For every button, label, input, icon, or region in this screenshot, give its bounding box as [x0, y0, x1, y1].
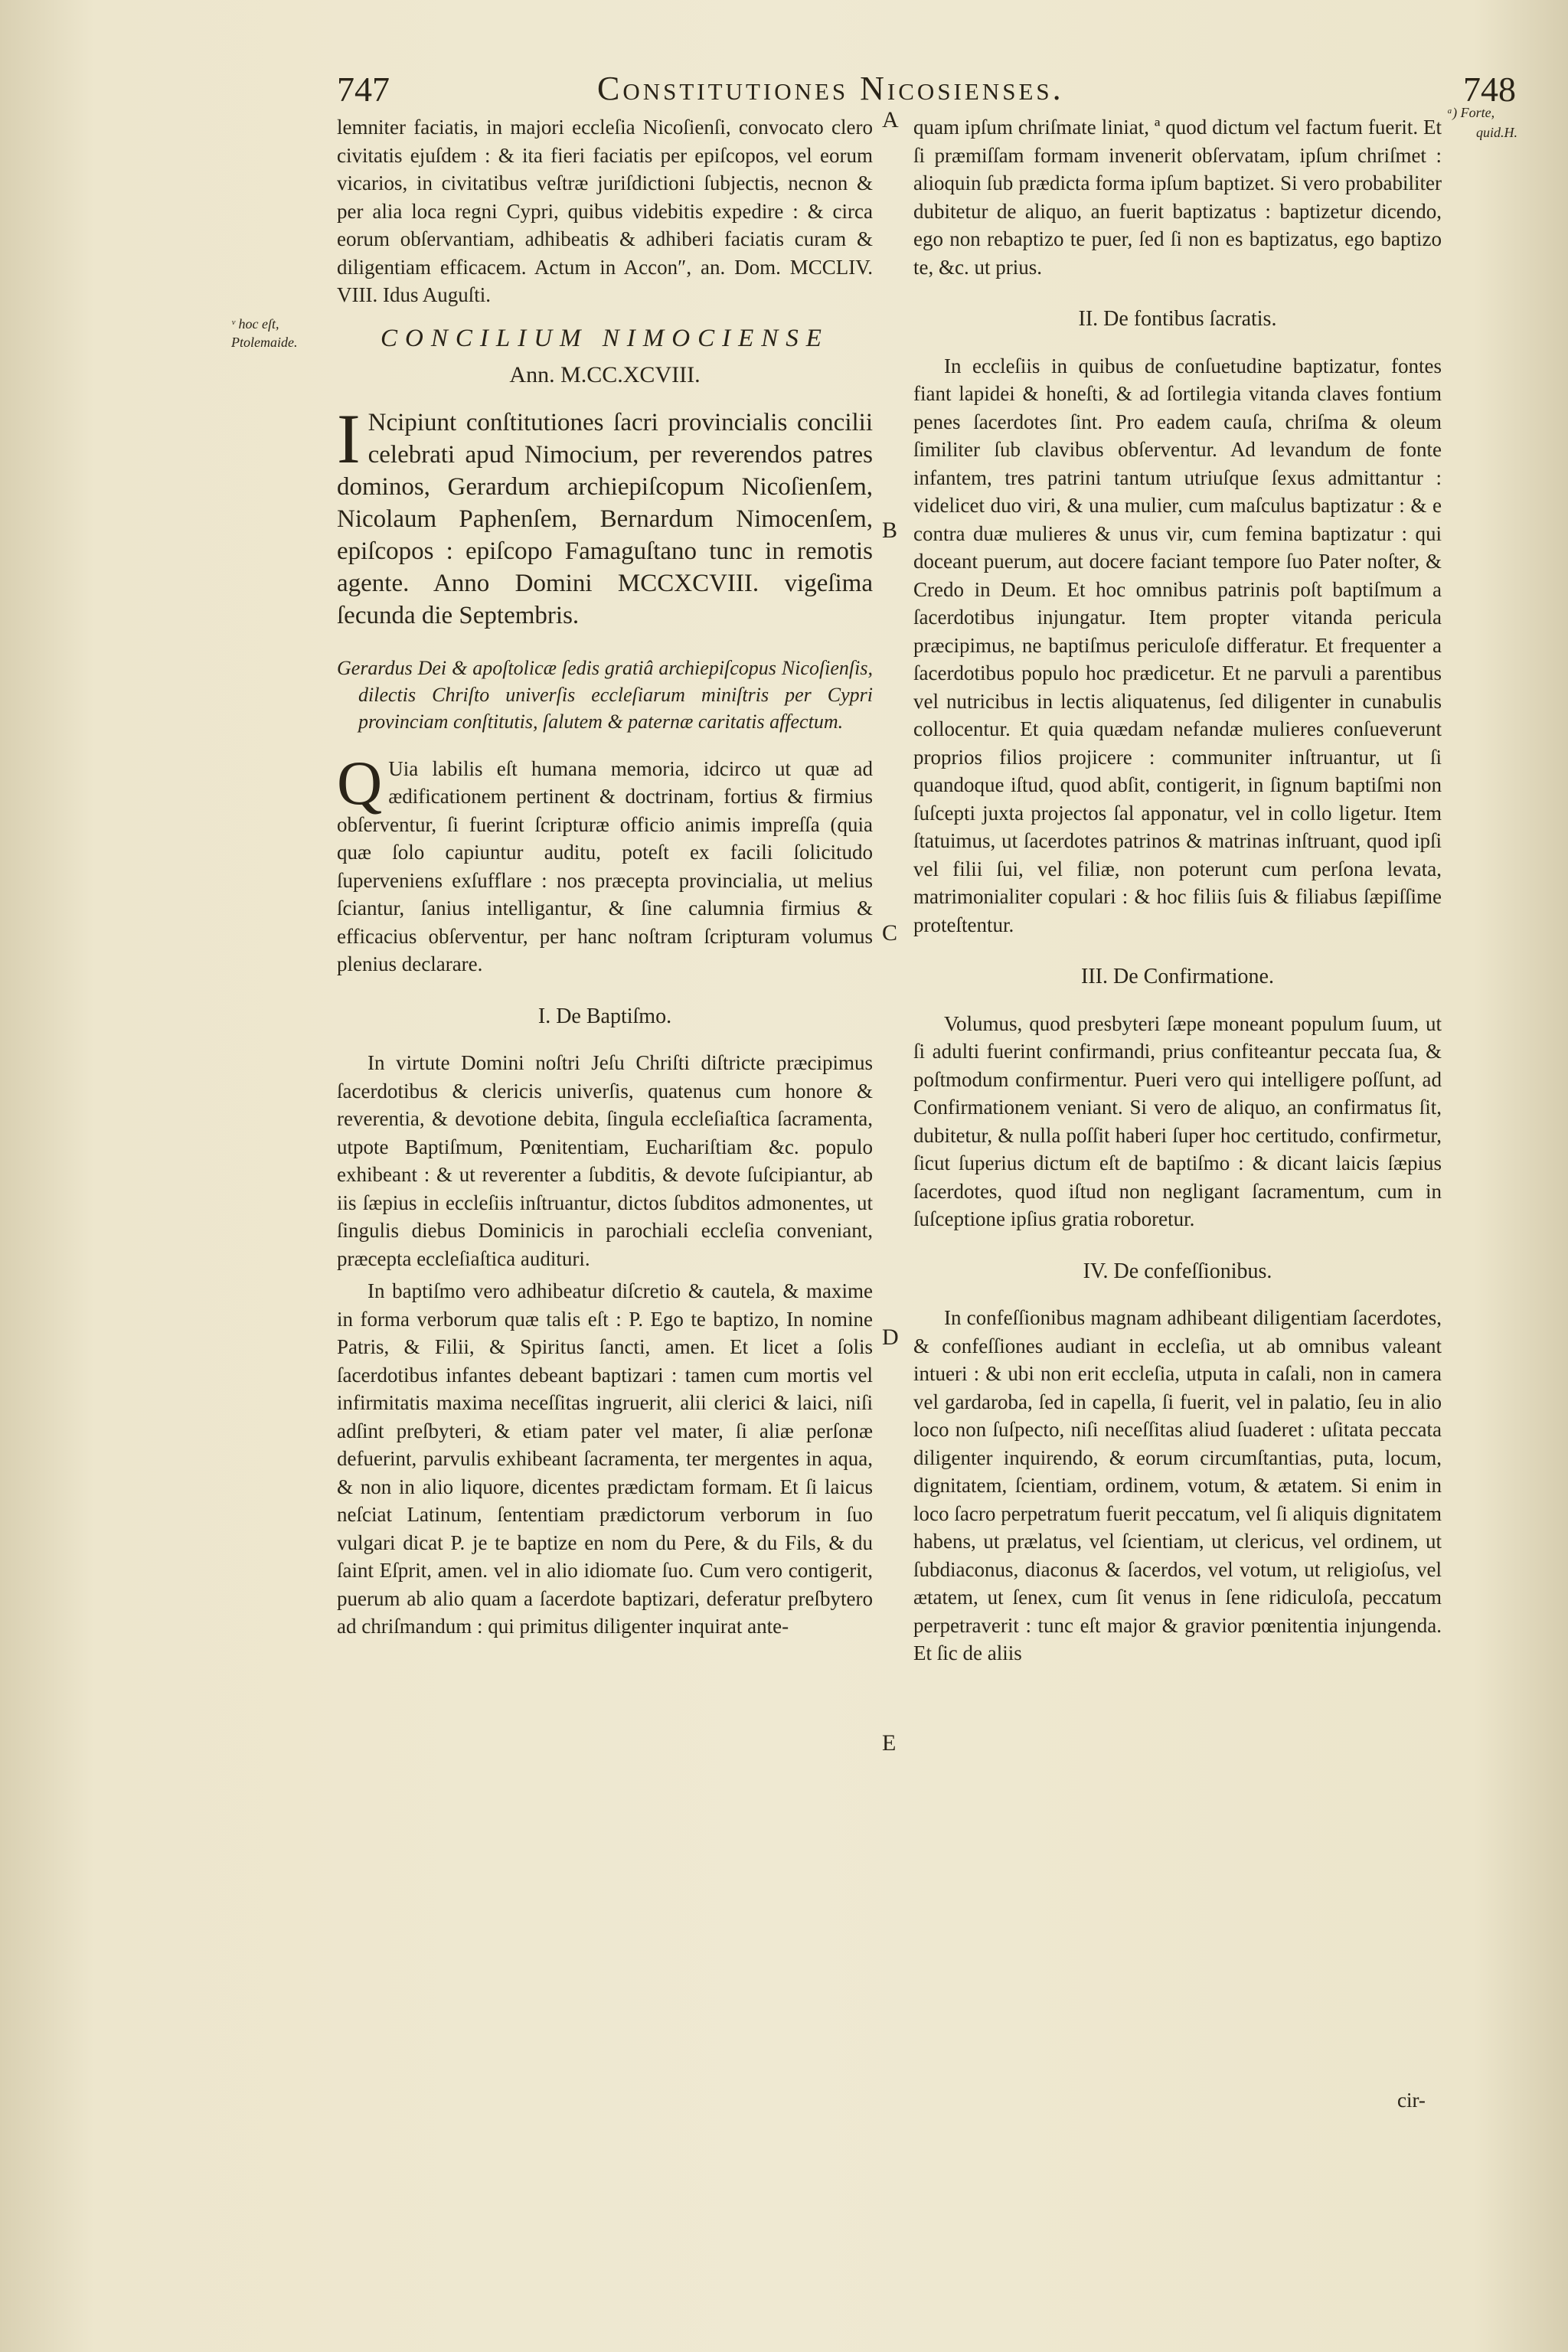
- council-title: CONCILIUM NIMOCIENSE: [381, 324, 829, 352]
- right-opening-paragraph: quam ipſum chriſmate liniat, ª quod dictum vel factum fuerit. Et ſi præmiſſam formam invenerit obſervatam, ipſum chriſmet : alioquin ſub prædicta forma ipſum baptizet. Si vero probabiliter dubitetur de aliquo, an fuerit baptizatus : baptizetur dicendo, ego non rebaptizo te puer, ſed ſi non es baptizatus, ego baptizo te, &c. ut prius.: [913, 116, 1442, 279]
- page-number-left: 747: [337, 70, 390, 109]
- catchword: cir-: [1397, 2089, 1426, 2112]
- section-heading-baptism: I. De Baptiſmo.: [537, 1004, 672, 1028]
- right-column: [913, 113, 1442, 1672]
- left-opening-paragraph: lemniter faciatis, in majori eccleſia Nicoſienſi, convocato clero civitatis ejuſdem : & ita fieri faciatis per epiſcopos, vel eorum vicarios, in civitatibus veſtræ juriſdictioni ſubjectis, necnon & per alia loca regni Cypri, quibus videbitis expedire : & circa eorum obſervantiam, adhibeatis & adhiberi faciatis curam & diligentiam efficacem. Actum in Accon″, an. Dom. MCCLIV. VIII. Idus Auguſti.: [337, 116, 873, 306]
- margin-note-right-1: ᵃ) Forte,: [1447, 105, 1495, 120]
- section-heading-fonts: II. De fontibus ſacratis.: [1078, 307, 1277, 331]
- running-header: [337, 64, 1516, 110]
- preface-text: Uia labilis eſt humana memoria, idcirco ut quæ ad ædificationem pertinent & doctrinam, fortius & firmius obſerventur, ſi fuerint ſcripturæ officio animis impreſſa (quia quæ ſolo capiuntur auditu, poteſt ex facili ſolicitudo ſuperveniens exſufflare : nos præcepta provincialia, ut melius ſciantur, ſanius intelligantur, & ſine calumnia firmius & efficacius obſerventur, per hanc noſtram ſcripturam volumus plenius declarare.: [337, 756, 873, 975]
- preface-paragraph: [337, 747, 873, 978]
- margin-letter-d: D: [882, 1325, 899, 1350]
- drop-cap-q: Q: [337, 747, 383, 818]
- archbishop-address: Gerardus Dei & apoſtolicæ ſedis gratiâ archiepiſcopus Nicoſienſis, dilectis Chriſto univerſis eccleſiarum miniſtris per Cypri provinciam conſtitutis, ſalutem & paternæ caritatis affectum.: [337, 656, 873, 733]
- left-column: [337, 113, 873, 1645]
- confirmation-paragraph: Volumus, quod presbyteri ſæpe moneant populum ſuum, ut ſi adulti fuerint confirmandi, prius confiteantur peccata ſua, & poſtmodum confirmentur. Pueri vero qui intelligere poſſunt, ad Confirmationem veniant. Si vero de aliquo, an confirmatus ſit, dubitetur, & nulla poſſit haberi ſuper hoc certitudo, confirmetur, ſicut ſuperius dictum eſt de baptiſmo : & dicant laicis ſæpius ſacerdotes, quod iſtud non negligant ſacramentum, cum in ſuſceptione ipſius gratia roboretur.: [913, 1011, 1442, 1230]
- margin-note-left-2: Ptolemaide.: [231, 335, 298, 350]
- margin-note-left-1: ᵛ hoc eſt,: [231, 316, 279, 332]
- margin-letter-c: C: [882, 920, 898, 946]
- margin-letter-a: A: [882, 107, 899, 132]
- fonts-paragraph: In eccleſiis in quibus de conſuetudine baptizatur, fontes fiant lapidei & honeſti, & ad ſortilegia vitanda claves fontium penes ſacerdotes ſint. Pro eadem cauſa, chriſma & oleum ſimiliter ſub clavibus obſerventur. Ad levandum de fonte infantem, tres patrini tantum utriuſque ſexus admittantur : videlicet duo viri, & una mulier, cum maſculus baptizatur : & e contra duæ mulieres & unus vir, cum femina baptizatur : qui doceant puerum, aut docere faciant tempore ſuo Pater noſter, & Credo in Deum. Et hoc omnibus patrinis poſt baptiſmum a ſacerdotibus injungatur. Item propter vitanda pericula præcipimus, ne baptiſmus periculoſe differatur. Et frequenter a ſacerdotibus populo hoc prædicetur. Et ne parvuli a parentibus vel nutricibus in lectis aliquatenus, ſed diligenter in cunabulis collocentur. Et quia quædam nefandæ mulieres conſueverunt proprios filios projicere : communiter inſtruantur, ut ſi quandoque iſtud, quod abſit, contigerit, in ſignum baptiſmi non ſuſcepti juxta projectos ſal apponatur, vel in collo ligetur. Item ſtatuimus, ut ſacerdotes patrinos & matrinas inſtruant, quod ipſi vel filii ſui, vel filiæ, non poterunt cum perſona levata, matrimonialiter copulari : & hoc filiis ſuis & filiabus ſæpiſſime proteſtentur.: [913, 354, 1442, 936]
- baptism-paragraph-2: In baptiſmo vero adhibeatur diſcretio & cautela, & maxime in forma verborum quæ talis eſt : P. Ego te baptizo, In nomine Patris, & Filii, & Spiritus ſancti, amen. Et licet a ſolis ſacerdotibus infantes debeant baptizari : tamen cum mortis vel infirmitatis maxima neceſſitas ingruerit, alii clerici & laici, niſi adſint preſbyteri, & etiam pater vel mater, ſi aliæ perſonæ defuerint, parvulis exhibeant ſacramenta, ter mergentes in aqua, & non in alio liquore, dicentes prædictam formam. Et ſi laicus neſciat Latinum, ſententiam prædictorum verborum in ſuo vulgari dicat P. je te baptize en nom du Pere, & du Fils, & du ſaint Eſprit, amen. vel in alio idiomate ſuo. Cum vero contigerit, puerum ab alio quam a ſacerdote baptizari, deferatur preſbytero ad chriſmandum : qui primitus diligenter inquirat ante-: [337, 1279, 873, 1638]
- margin-note-right-2: quid.H.: [1476, 125, 1517, 140]
- baptism-paragraph-1: In virtute Domini noſtri Jeſu Chriſti diſtricte præcipimus ſacerdotibus & clericis univerſis, quatenus cum honore & reverentia, & devotione debita, ſingula eccleſiaſtica ſacramenta, utpote Baptiſmum, Pœnitentiam, Euchariſtiam &c. populo exhibeant : & ut reverenter a ſubditis, & devote ſuſcipiantur, ab iis ſæpius in eccleſiis inſtruantur, dictos ſubditos admonentes, ut ſingulis diebus Dominicis in parochiali eccleſia conveniant, præcepta eccleſiaſtica audituri.: [337, 1051, 873, 1270]
- section-heading-confirmation: III. De Confirmatione.: [1081, 965, 1274, 988]
- council-year: Ann. M.CC.XCVIII.: [509, 362, 701, 387]
- council-intro: [337, 399, 873, 632]
- confessions-paragraph: In confeſſionibus magnam adhibeant diligentiam ſacerdotes, & confeſſiones audiant in eccleſia, ut ab omnibus valeant intueri : & ubi non erit eccleſia, utputa in caſali, non in camera vel gardaroba, ſed in capella, ſi fuerit, vel in palatio, ſeu in alio loco non ſuſpecto, niſi neceſſitas aliud ſuaderet : uſitata peccata diligenter inquirendo, & eorum circumſtantias, puta, locum, dignitatem, ſcientiam, ordinem, votum, & ætatem. Si enim in loco ſacro perpetratum fuerit peccatum, vel ſi aliquis dignitatem habens, ut prælatus, vel ſcientiam, ut clericus, vel ordinem, ut ſubdiaconus, diaconus & ſacerdos, vel votum, ut religioſus, vel ætatem, ut ſenex, cum ſit venus in ſene ridiculoſa, peccatum perpetraverit : tunc eſt major & gravior pœnitentia injungenda. Et ſic de aliis: [913, 1306, 1442, 1664]
- council-intro-text: Ncipiunt conſtitutiones ſacri provincialis concilii celebrati apud Nimocium, per reverendos patres dominos, Gerardum archiepiſcopum Nicoſienſem, Nicolaum Paphenſem, Bernardum Nimocenſem, epiſcopos : epiſcopo Famaguſtano tunc in remotis agente. Anno Domini MCCXCVIII. vigeſima ſecunda die Septembris.: [337, 408, 873, 629]
- running-title: Constitutiones Nicosienses.: [597, 70, 1064, 107]
- page-number-right: 748: [1463, 70, 1516, 109]
- margin-letter-e: E: [882, 1730, 897, 1756]
- margin-letter-b: B: [882, 518, 898, 543]
- section-heading-confessions: IV. De confeſſionibus.: [1083, 1259, 1272, 1283]
- drop-cap-i: I: [337, 399, 361, 478]
